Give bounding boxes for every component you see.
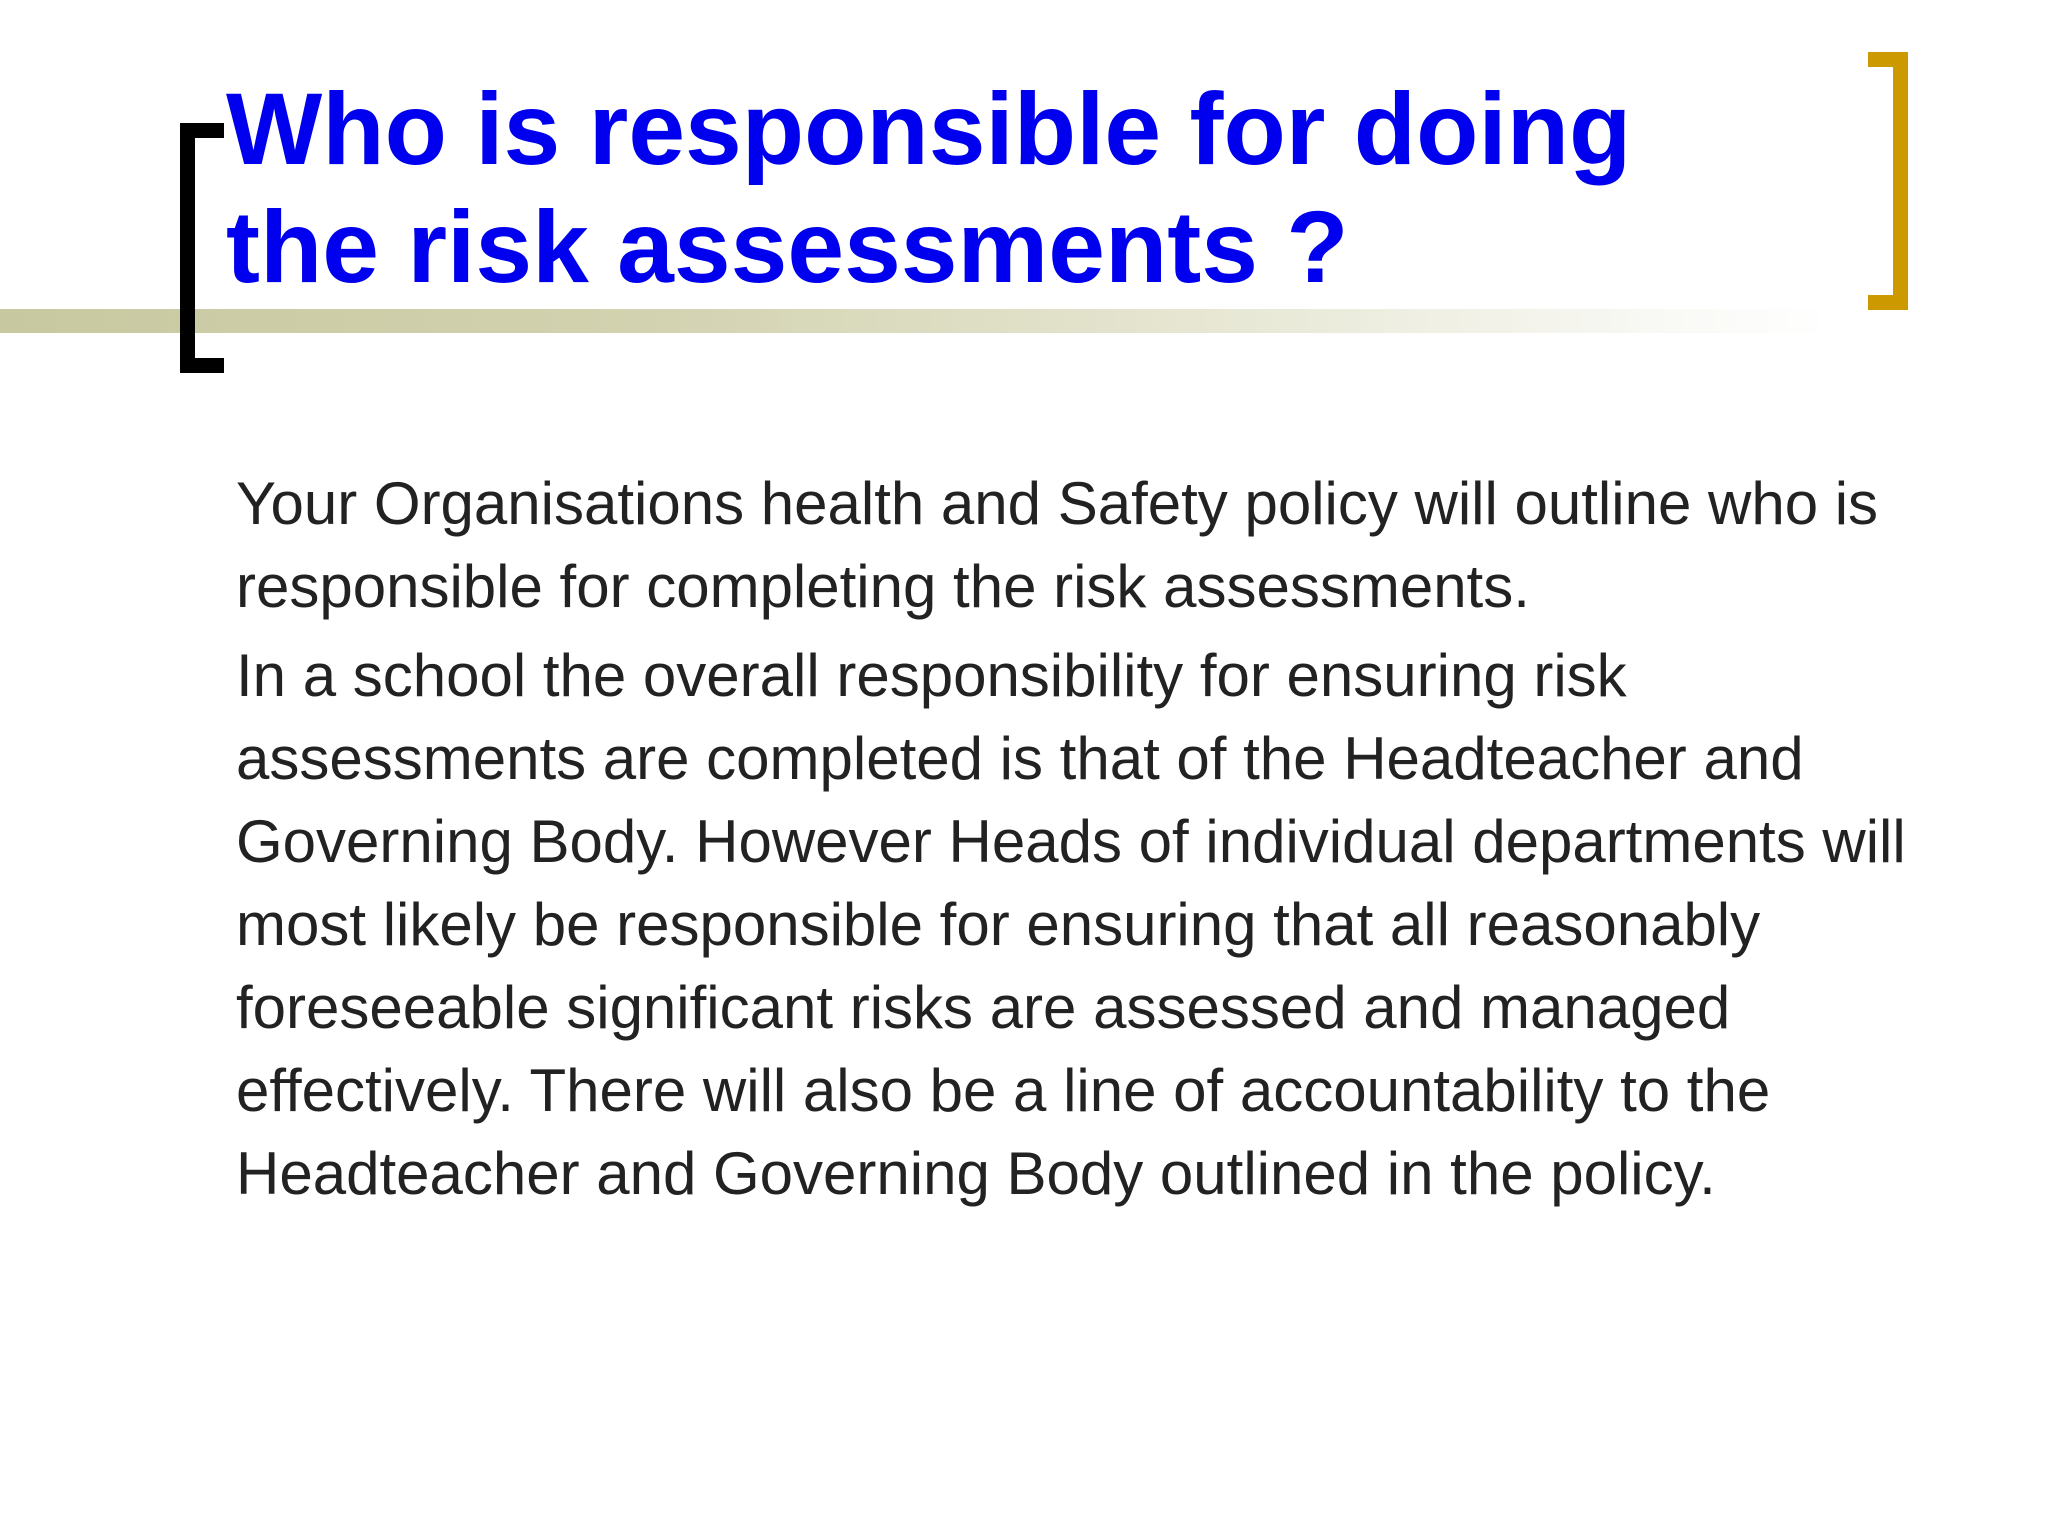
right-bracket-stem [1893, 52, 1908, 310]
right-bracket-bottom [1868, 295, 1908, 310]
slide-title [226, 70, 1846, 306]
left-bracket-decoration [180, 123, 224, 373]
title-line-2: the risk assessments ? [226, 190, 1349, 304]
left-bracket-bottom [180, 358, 224, 373]
left-bracket-top [180, 123, 224, 138]
body-paragraph-1: Your Organisations health and Safety policy will outline who is responsible for completing the risk assessments. [236, 470, 1879, 620]
body-paragraph-2: In a school the overall responsibility for ensuring risk assessments are completed is that of the Headteacher and Governing Body. However Heads of individual departments will most likely be responsible for ensuring that all reasonably foreseeable significant risks are assessed and managed effectively. There will also be a line of accountability to the Headteacher and Governing Body outlined in the policy. [236, 642, 1906, 1207]
title-line-1: Who is responsible for doing [226, 72, 1632, 186]
slide-body [236, 462, 1936, 1221]
left-bracket-stem [180, 123, 195, 373]
right-bracket-top [1868, 52, 1908, 67]
title-underline-rule [0, 309, 1830, 333]
right-bracket-decoration [1868, 52, 1908, 310]
